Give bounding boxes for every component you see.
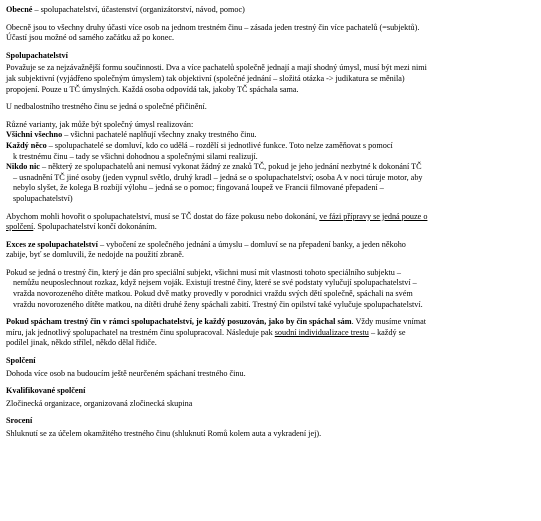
variant-vsichni: Všichni všechno – všichni pachatelé naplňují všechny znaky trestného činu.: [6, 130, 257, 140]
paragraph-individual: Pokud spácham trestný čin v rámci spolupachatelství, je každý posuzován, jako by čin spáchal sám. Vždy musíme vnímat míru, jak jednotlivý spolupachatel na trestném činu spolupracoval. Následuje pak soudní individualizace trestu – každý se podílel jinak, někdo střílel, někdo dělal řidiče.: [6, 317, 427, 348]
underlined-individualizace: soudní individualizace trestu: [274, 327, 369, 337]
heading-kvalifikovane: Kvalifikované spolčení: [6, 386, 86, 396]
heading-spolceni: Spolčení: [6, 356, 36, 366]
paragraph-definition: Považuje se za nejzávažnější formu součinnosti. Dva a více pachatelů společně jednají a mají shodný úmysl, musí být mezi nimi jak subjektivní (vyjádřeno společným úmyslem) tak objektivní (společné jednání – složitá otázka -> judikatura se měnila) propojení. Pouze u TČ úmyslných. Každá osoba odpovídá tak, jakoby TČ spáchala sama.: [6, 63, 427, 94]
heading-spolupachatelstvi: Spolupachatelství: [6, 50, 68, 60]
heading-obecne: Obecné: [6, 5, 33, 14]
paragraph-phase: Abychom mohli hovořit o spolupachatelství, musí se TČ dostat do fáze pokusu nebo dokonání, ve fázi přípravy se jedná pouze o spolčení. Spolupachatelství končí dokonáním.: [6, 211, 428, 232]
variant-nikdo: Nikdo nic – některý ze spolupachatelů ani nemusí vykonat žádný ze znaků TČ, pokud je jeho jednání nezbytné k dokonání TČ: [6, 162, 422, 172]
paragraph-sroceni: Shluknutí se za účelem okamžitého trestného činu (shluknutí Romů kolem auta a vykradení jej).: [6, 429, 322, 438]
paragraph-negligence: U nedbalostního trestného činu se jedná o společné přičinění.: [6, 102, 207, 112]
heading-sroceni: Srocení: [6, 416, 33, 426]
paragraph-spolceni: Dohoda více osob na budoucím ještě neurčeném spáchaní trestného činu.: [6, 368, 246, 378]
paragraph-kvalifikovane: Zločinecká organizace, organizovaná zločinecká skupina: [6, 398, 193, 408]
underlined-spolceni: spolčení: [6, 222, 34, 232]
paragraph-exces: Exces ze spolupachatelství – vybočení ze společného jednání a úmyslu – domluví se na přepadení banky, a jeden někoho zabije, byť se domluvili, že nedojde na použití zbraně.: [6, 239, 406, 260]
variant-kazdy: Každý něco – spolupachatelé se domluví, kdo co udělá – rozdělí si jednotlivé funkce. Toto nelze zaměňovat s pomocí: [6, 140, 393, 150]
paragraph-special-subject: Pokud se jedná o trestný čin, který je dán pro speciální subjekt, všichni musí mít vlastnosti tohoto speciálního subjektu – nemůžu neuposlechnout rozkaz, když nejsem voják. Existují trestné činy, které se své podstaty vylučují spolupachatelství – vražda novorozeného dítěte matkou. Pokud dvě matky provedly v porodnici vraždu svých dětí společně, spáchali na svém vraždu novorozeného dítěte matkou, na dítěti druhé ženy spáchali zabití. Trestný čin opilství také vylučuje spolupachatelství.: [6, 267, 423, 309]
paragraph-general: Obecně jsou to všechny druhy účasti více osob na jednom trestném činu – zásada jeden trestný čin více pachatelů (=subjektů). Účastí jsou možné od samého začátku až po konec.: [6, 22, 420, 43]
underlined-preparation: ve fázi přípravy se jedná pouze o: [319, 211, 428, 221]
paragraph-variants: Různé varianty, jak může být společný úmysl realizován: Všichni všechno – všichni pachatelé naplňují všechny znaky trestného činu. Každý něco – spolupachatelé se domluví, kdo co udělá – rozdělí si jednotlivé funkce. Toto nelze zaměňovat s pomocí k trestnému činu – tady se všichni dohodnou a společnými silami realizují. Nikdo nic – některý ze spolupachatelů ani nemusí vykonat žádný ze znaků TČ, pokud je jeho jednání nezbytné k dokonání TČ – usnadnění TČ jiné osoby (jeden vypnul světlo, druhý kradl – jedná se o spolupachatelství; osoba A v noci túruje motor, aby nebylo slyšet, že kolega B rozbíjí výlohu – jedná se o pomoc; fingovaná loupež ve Francii filmované přepadení – spolupachatelství): [6, 120, 535, 205]
intro-line: Obecné – spolupachatelství, účastenství (organizátorství, návod, pomoc): [6, 5, 245, 14]
